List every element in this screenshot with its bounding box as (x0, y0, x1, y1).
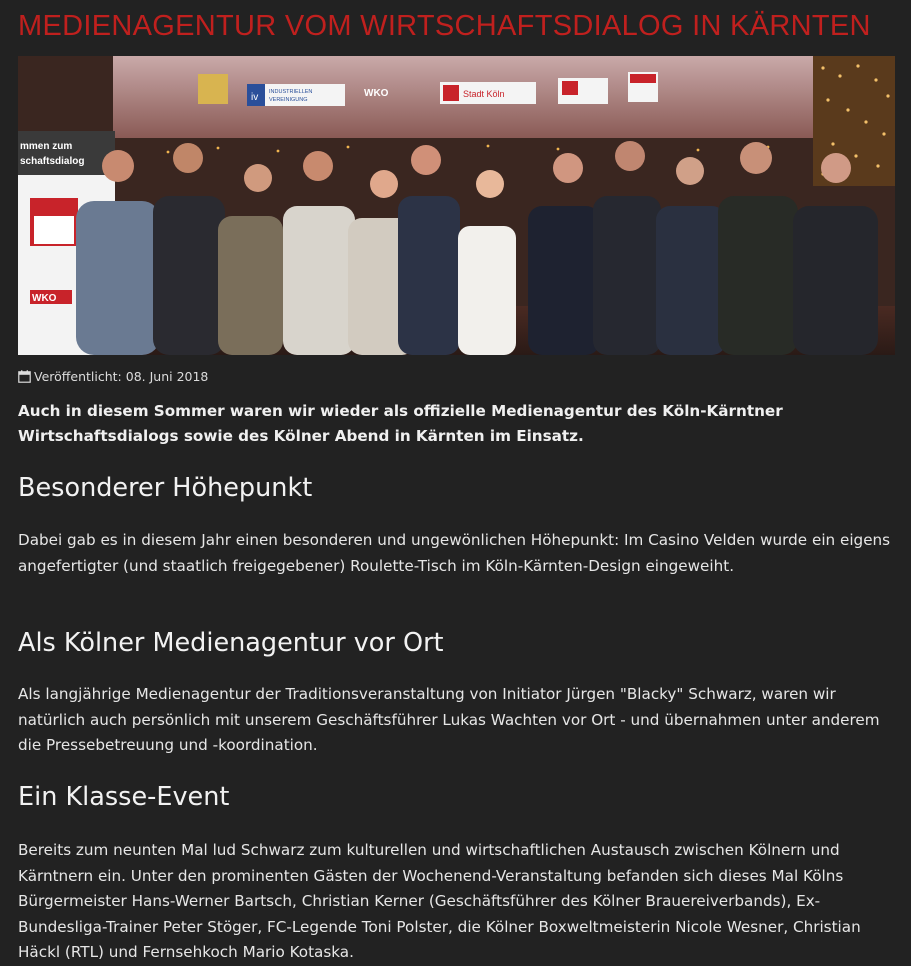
section-heading-vor-ort: Als Kölner Medienagentur vor Ort (18, 628, 444, 658)
section-text-vor-ort: Als langjährige Medienagentur der Traditionsveranstaltung von Initiator Jürgen "Blacky" Schwarz, waren wir natürlich auch persönlich mit unserem Geschäftsführer Lukas Wachten vor Ort - und übernahmen unter anderem die Pressebetreuung und -koordination. (18, 685, 880, 754)
svg-text:WKO: WKO (364, 88, 389, 99)
section-heading-klasse-event: Ein Klasse-Event (18, 782, 230, 812)
section-heading-hoehepunkt: Besonderer Höhepunkt (18, 473, 313, 503)
svg-text:mmen zum: mmen zum (20, 141, 73, 152)
page-title: MEDIENAGENTUR VOM WIRTSCHAFTSDIALOG IN KÄRNTEN (18, 10, 871, 42)
svg-text:WKO: WKO (32, 293, 57, 304)
section-text-hoehepunkt: Dabei gab es in diesem Jahr einen besonderen und ungewönlichen Höhepunkt: Im Casino Velden wurde ein eigens angefertigter (und staatlich freigegebener) Roulette-Tisch im Köln-Kärnten-Design eingeweiht. (18, 531, 891, 575)
section-text-klasse-event: Bereits zum neunten Mal lud Schwarz zum kulturellen und wirtschaftlichen Austausch zwischen Kölnern und Kärntnern ein. Unter den prominenten Gästen der Wochenend-Veranstaltung befanden sich dieses Mal Kölns Bürgermeister Hans-Werner Bartsch, Christian Kerner (Geschäftsführer des Kölner Brauereiverbands), Ex-Bundesliga-Trainer Peter Stöger, FC-Legende Toni Polster, die Kölner Boxweltmeisterin Nicole Wesner, Christian Häckl (RTL) und Fernsehkoch Mario Kotaska. (18, 841, 861, 961)
article-photo (18, 56, 895, 355)
calendar-icon (18, 370, 31, 383)
article-lead: Auch in diesem Sommer waren wir wieder als offizielle Medienagentur des Köln-Kärntner Wirtschaftsdialogs sowie des Kölner Abend in Kärnten im Einsatz. (18, 402, 783, 445)
svg-text:VEREINIGUNG: VEREINIGUNG (269, 97, 308, 103)
svg-text:iv: iv (251, 92, 259, 103)
published-date-text: Veröffentlicht: 08. Juni 2018 (34, 369, 209, 384)
svg-text:Stadt Köln: Stadt Köln (463, 89, 505, 99)
svg-text:INDUSTRIELLEN: INDUSTRIELLEN (269, 89, 313, 95)
svg-text:schaftsdialog: schaftsdialog (20, 156, 85, 167)
published-date (18, 369, 208, 384)
